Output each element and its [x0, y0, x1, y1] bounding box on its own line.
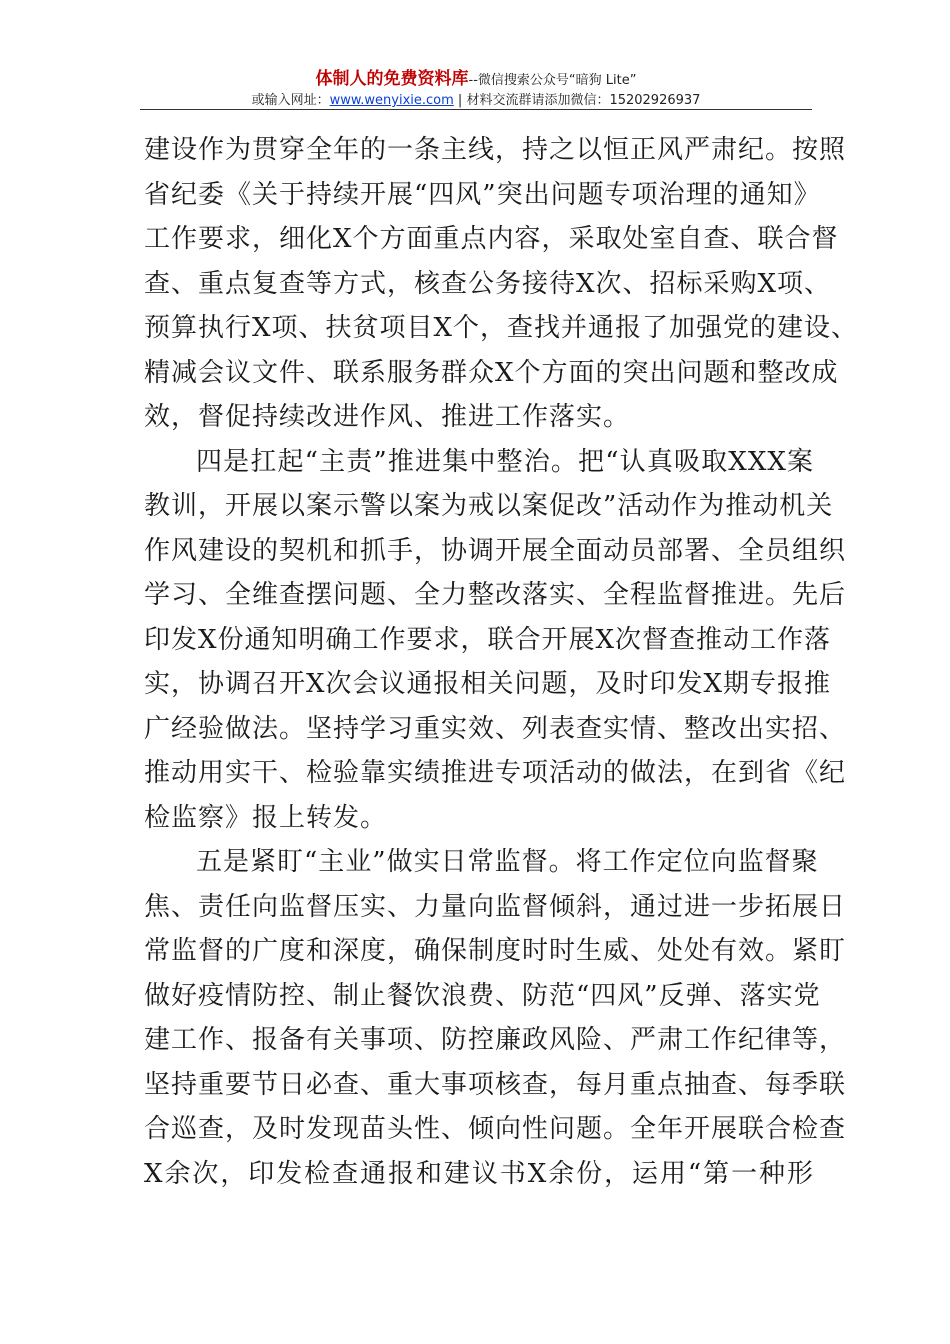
- text-line: 做好疫情防控、制止餐饮浪费、防范“四风”反弹、落实党: [144, 980, 821, 1011]
- header-url-prefix: 或输入网址：: [251, 93, 330, 108]
- header-title: 体制人的免费资料库: [315, 69, 469, 89]
- text-line: 查、重点复查等方式，核查公务接待X次、招标采购X项、: [144, 268, 832, 299]
- paragraph-start-line: 四是扛起“主责”推进集中整治。把“认真吸取XXX案: [196, 446, 814, 477]
- text-line: 推动用实干、检验靠实绩推进专项活动的做法，在到省《纪: [144, 758, 847, 788]
- header-subtitle: --微信搜索公众号“暗狗 Lite”: [468, 73, 637, 88]
- text-line: 建工作、报备有关事项、防控廉政风险、严肃工作纪律等，: [144, 1025, 847, 1055]
- text-line: 坚持重要节日必查、重大事项核查，每月重点抽查、每季联: [144, 1069, 847, 1100]
- page-header: [140, 68, 812, 110]
- document-body: [144, 128, 859, 1196]
- header-banner: [140, 68, 812, 92]
- text-line: 学习、全维查摆问题、全力整改落实、全程监督推进。先后: [144, 580, 847, 610]
- text-line: 教训，开展以案示警以案为戒以案促改”活动作为推动机关: [144, 491, 834, 521]
- text-line: 焦、责任向监督压实、力量向监督倾斜，通过进一步拓展日: [144, 891, 847, 922]
- text-line: 效，督促持续改进作风、推进工作落实。: [144, 402, 631, 432]
- text-line: 工作要求，细化X个方面重点内容，采取处室自查、联合督: [144, 224, 839, 254]
- text-line: 印发X份通知明确工作要求，联合开展X次督查推动工作落: [144, 624, 832, 655]
- text-line: 预算执行X项、扶贫项目X个，查找并通报了加强党的建设、: [144, 313, 859, 343]
- text-line: 合巡查，及时发现苗头性、倾向性问题。全年开展联合检查: [144, 1114, 847, 1144]
- text-line: 建设作为贯穿全年的一条主线，持之以恒正风严肃纪。按照: [144, 135, 847, 165]
- text-line: 省纪委《关于持续开展“四风”突出问题专项治理的通知》: [144, 179, 821, 210]
- paragraph-start-line: 五是紧盯“主业”做实日常监督。将工作定位向监督聚: [196, 847, 819, 877]
- header-contact: [140, 92, 812, 110]
- text-line: X余次，印发检查通报和建议书X余份，运用“第一种形: [144, 1158, 814, 1189]
- header-wechat-info: | 材料交流群请添加微信：15202926937: [453, 93, 701, 108]
- text-line: 实，协调召开X次会议通报相关问题，及时印发X期专报推: [144, 669, 832, 699]
- header-url-link[interactable]: www.wenyixie.com: [329, 93, 454, 108]
- text-line: 精减会议文件、联系服务群众X个方面的突出问题和整改成: [144, 357, 839, 388]
- text-line: 检监察》报上转发。: [144, 802, 388, 833]
- text-line: 作风建设的契机和抓手，协调开展全面动员部署、全员组织: [144, 535, 847, 566]
- text-line: 广经验做法。坚持学习重实效、列表查实情、整改出实招、: [144, 713, 847, 744]
- header-divider: [140, 109, 812, 110]
- text-line: 常监督的广度和深度，确保制度时时生威、处处有效。紧盯: [144, 936, 847, 966]
